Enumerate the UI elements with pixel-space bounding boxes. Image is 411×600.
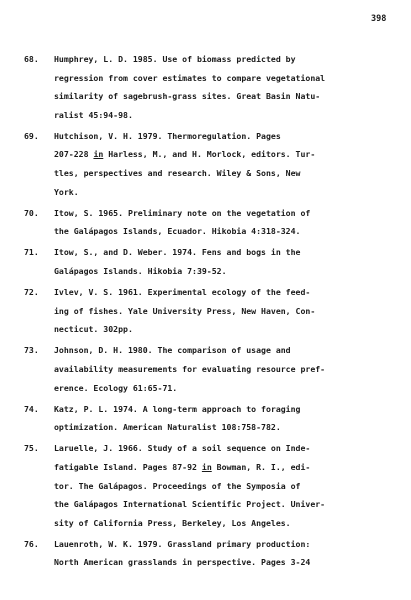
reference-text [54,535,404,572]
reference-line: Galápagos Islands. Hikobia 7:39-52. [54,266,227,277]
reference-text [54,243,404,280]
reference-line: tor. The Galápagos. Proceedings of the Symposia of [54,480,301,491]
reference-entry [24,283,404,339]
reference-line: Laruelle, J. 1966. Study of a soil sequence on Inde- [54,443,311,454]
reference-line: sity of California Press, Berkeley, Los Angeles. [54,517,291,528]
underlined-word: in [201,461,212,472]
underlined-word: in [93,149,104,160]
reference-line: Lauenroth, W. K. 1979. Grassland primary production: [54,538,311,549]
reference-segment: Harless, M., and H. Morlock, editors. Tur- [103,149,316,160]
reference-line: optimization. American Naturalist 108:758-782. [54,422,281,433]
reference-line: Katz, P. L. 1974. A long-term approach to foraging [54,403,301,414]
reference-entry [24,341,404,397]
reference-line: Itow, S. 1965. Preliminary note on the vegetation of [54,207,311,218]
reference-line: necticut. 302pp. [54,324,133,335]
reference-segment: Bowman, R. I., edi- [211,461,311,472]
reference-entry [24,127,404,201]
reference-entry [24,204,404,241]
reference-entry [24,439,404,532]
reference-line: ing of fishes. Yale University Press, New Haven, Con- [54,305,316,316]
reference-line: availability measurements for evaluating resource pref- [54,364,326,374]
reference-line: Humphrey, L. D. 1985. Use of biomass predicted by [54,54,296,64]
reference-number: 73. [24,345,39,356]
reference-entry [24,400,404,437]
reference-line [54,145,404,164]
reference-text [54,439,404,532]
reference-line: Itow, S., and D. Weber. 1974. Fens and bogs in the [54,247,301,258]
reference-text [54,400,404,437]
reference-line: the Galápagos Islands, Ecuador. Hikobia 4:318-324. [54,226,301,237]
reference-line: York. [54,186,79,197]
reference-segment: 207-228 [54,149,94,160]
reference-segment: fatigable Island. Pages 87-92 [54,461,202,472]
reference-line: the Galápagos International Scientific Project. Univer- [54,499,326,510]
reference-line: Ivlev, V. S. 1961. Experimental ecology of the feed- [54,287,311,298]
page-number: 398 [371,14,387,24]
reference-line [54,458,404,477]
reference-text [54,341,404,397]
reference-entry [24,243,404,280]
reference-number: 69. [24,130,39,141]
reference-number: 72. [24,287,39,298]
reference-number: 76. [24,538,39,549]
reference-line: tles, perspectives and research. Wiley & Sons, New [54,168,301,179]
reference-entry [24,50,404,124]
reference-entry [24,535,404,572]
reference-text [54,204,404,241]
reference-number: 75. [24,443,39,454]
reference-number: 71. [24,247,39,258]
reference-number: 74. [24,403,39,414]
reference-line: North American grasslands in perspective. Pages 3-24 [54,557,311,568]
reference-line: erence. Ecology 61:65-71. [54,382,178,393]
reference-text [54,283,404,339]
reference-line: similarity of sagebrush-grass sites. Great Basin Natu- [54,91,321,102]
reference-number: 70. [24,207,39,218]
reference-line: ralist 45:94-98. [54,109,133,120]
reference-line: regression from cover estimates to compare vegetational [54,72,326,83]
reference-line: Johnson, D. H. 1980. The comparison of usage and [54,345,291,356]
reference-list [24,50,404,575]
reference-text [54,50,404,124]
reference-text [54,127,404,201]
reference-line: Hutchison, V. H. 1979. Thermoregulation. Pages [54,130,281,141]
reference-number: 68. [24,54,39,64]
